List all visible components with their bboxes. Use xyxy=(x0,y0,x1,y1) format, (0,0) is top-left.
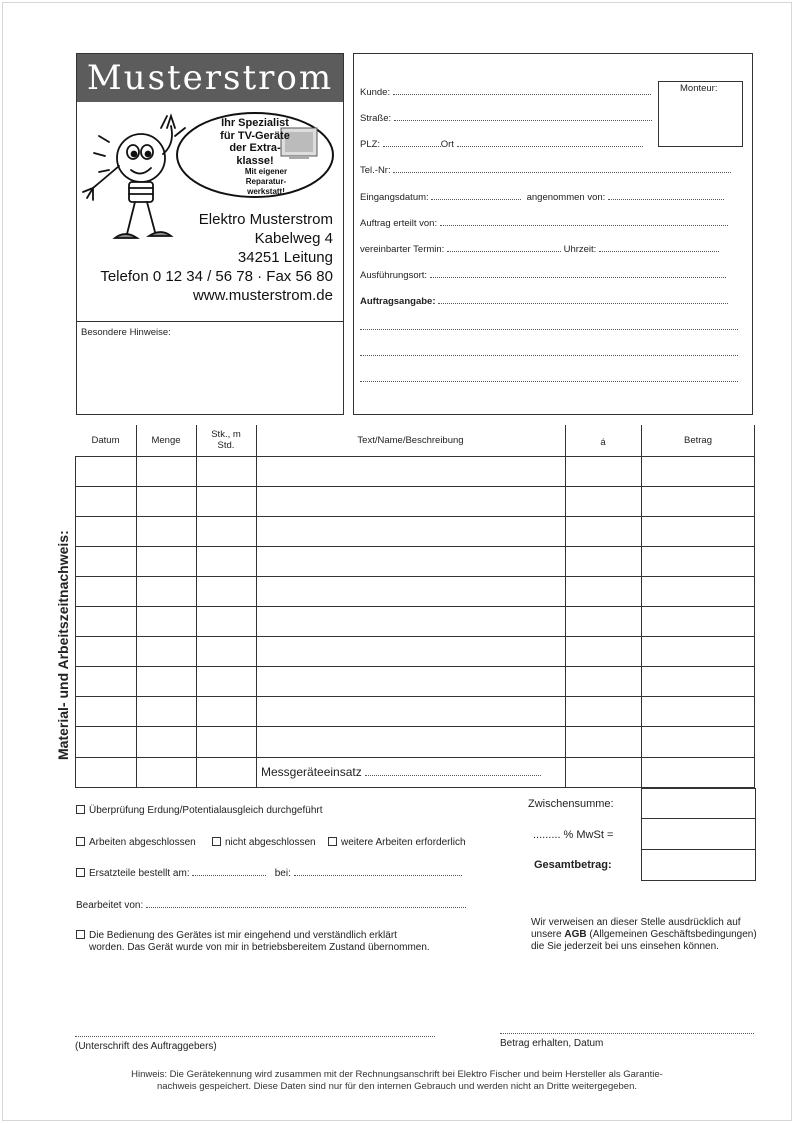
totals-row-line xyxy=(642,849,755,850)
tel-label: Tel.-Nr: xyxy=(360,165,391,176)
strasse-field[interactable] xyxy=(360,112,652,124)
brand-logo: Musterstrom xyxy=(77,54,343,102)
ersatzteile-label: Ersatzteile bestellt am: xyxy=(89,868,190,879)
company-city: 34251 Leitung xyxy=(237,249,333,266)
checkbox[interactable] xyxy=(76,930,85,939)
abgeschlossen-check[interactable] xyxy=(76,837,196,848)
customer-box xyxy=(353,53,753,415)
checkbox[interactable] xyxy=(76,868,85,877)
uhrzeit-label: Uhrzeit: xyxy=(563,244,597,255)
row-line xyxy=(75,576,755,577)
mwst-label: ......... % MwSt = xyxy=(533,829,614,841)
erteilt-field[interactable] xyxy=(360,217,728,229)
checkbox[interactable] xyxy=(328,837,337,846)
totals-row-line xyxy=(642,818,755,819)
bubble-line-1: Ihr Spezialist xyxy=(221,117,289,129)
erteilt-label: Auftrag erteilt von: xyxy=(360,218,438,229)
messgeraete-label: Messgeräteeinsatz xyxy=(261,765,362,779)
col-header-text: Text/Name/Beschreibung xyxy=(357,435,464,446)
row-line xyxy=(75,726,755,727)
erdung-label: Überprüfung Erdung/Potentialausgleich durchgeführt xyxy=(89,805,323,816)
bubble-text xyxy=(205,117,305,197)
ausfuehrung-label: Ausführungsort: xyxy=(360,270,428,281)
agb-line-2 xyxy=(531,929,757,941)
eingang-label: Eingangsdatum: xyxy=(360,192,429,203)
footer-note xyxy=(0,1069,794,1093)
auftragsangabe-label: Auftragsangabe: xyxy=(360,296,436,307)
agb-note xyxy=(531,917,757,953)
auftrag-line-3[interactable] xyxy=(360,373,738,385)
bubble-small-1: Mit eigener Reparatur- xyxy=(244,167,288,186)
col-header-preis: á xyxy=(600,437,606,448)
col-header-einheit: Stk., m Std. xyxy=(211,429,241,451)
bedienung-line-2: worden. Das Gerät wurde von mir in betriebsbereitem Zustand übernommen. xyxy=(89,942,430,953)
col-header-menge: Menge xyxy=(151,435,181,446)
agb-line-3: die Sie jederzeit bei uns einsehen können. xyxy=(531,941,719,952)
zwischensumme-label: Zwischensumme: xyxy=(528,798,614,810)
erdung-check[interactable] xyxy=(76,805,323,816)
termin-field[interactable] xyxy=(360,243,719,255)
weitere-arbeiten-label: weitere Arbeiten erforderlich xyxy=(341,837,466,848)
bearbeitet-label: Bearbeitet von: xyxy=(76,900,144,911)
auftrag-line-2[interactable] xyxy=(360,347,738,359)
bubble-line-4: klasse! xyxy=(236,154,274,167)
row-line xyxy=(75,757,755,758)
termin-label: vereinbarter Termin: xyxy=(360,244,445,255)
monteur-label: Monteur: xyxy=(680,83,718,94)
row-line xyxy=(75,636,755,637)
auftragsangabe-field[interactable] xyxy=(360,295,728,307)
bearbeitet-field[interactable] xyxy=(76,899,466,911)
bedienung-check[interactable] xyxy=(76,930,430,954)
col-header-datum: Datum xyxy=(91,435,120,446)
angenommen-label: angenommen von: xyxy=(526,192,606,203)
received-signature-line[interactable] xyxy=(500,1033,754,1034)
checkbox[interactable] xyxy=(76,837,85,846)
nicht-abgeschlossen-label: nicht abgeschlossen xyxy=(225,837,316,848)
row-line xyxy=(75,456,755,457)
eingang-field[interactable] xyxy=(360,191,724,203)
client-signature-label: (Unterschrift des Auftraggebers) xyxy=(75,1041,217,1052)
material-table xyxy=(75,425,755,788)
ausfuehrung-field[interactable] xyxy=(360,269,726,281)
ort-label: Ort xyxy=(440,139,454,150)
totals-box xyxy=(641,788,756,881)
col-header-betrag: Betrag xyxy=(684,435,712,446)
company-web: www.musterstrom.de xyxy=(192,287,333,304)
company-street: Kabelweg 4 xyxy=(254,230,333,247)
agb-bold: AGB xyxy=(564,929,587,940)
checkbox[interactable] xyxy=(212,837,221,846)
agb-line-2-post: (Allgemeinen Geschäftsbedingungen) xyxy=(586,929,757,940)
abgeschlossen-label: Arbeiten abgeschlossen xyxy=(89,837,196,848)
row-line xyxy=(75,696,755,697)
bubble-line-2: für TV-Geräte xyxy=(220,129,290,142)
client-signature-line[interactable] xyxy=(75,1036,435,1037)
bubble-line-3: der Extra- xyxy=(229,142,281,154)
kunde-label: Kunde: xyxy=(360,87,391,98)
ersatzteile-check[interactable] xyxy=(76,867,462,879)
strasse-label: Straße: xyxy=(360,113,392,124)
company-phone: Telefon 0 12 34 / 56 78 · Fax 56 80 xyxy=(100,268,333,285)
received-signature-label: Betrag erhalten, Datum xyxy=(500,1038,604,1049)
notes-label: Besondere Hinweise: xyxy=(81,327,171,338)
footer-line-1: Hinweis: Die Gerätekennung wird zusammen mit der Rechnungsanschrift bei Elektro Fischer und beim Hersteller als Garantie- xyxy=(131,1069,663,1080)
tel-field[interactable] xyxy=(360,164,731,176)
row-line xyxy=(75,546,755,547)
nicht-abgeschlossen-check[interactable] xyxy=(212,837,316,848)
bubble-small-2: werkstatt! xyxy=(247,187,285,196)
table-left-border xyxy=(75,456,76,787)
agb-line-2-pre: unsere xyxy=(531,929,565,940)
footer-line-2: nachweis gespeichert. Diese Daten sind nur für den internen Gebrauch und werden nicht an Dritte weitergegeben. xyxy=(156,1081,638,1092)
kunde-field[interactable] xyxy=(360,86,651,98)
notes-divider xyxy=(77,321,343,322)
plz-label: PLZ: xyxy=(360,139,381,150)
messgeraete-field[interactable] xyxy=(261,765,541,779)
row-line xyxy=(75,486,755,487)
agb-line-1: Wir verweisen an dieser Stelle ausdrücklich auf xyxy=(531,917,741,928)
bedienung-line-1: Die Bedienung des Gerätes ist mir eingehend und verständlich erklärt xyxy=(89,930,397,941)
row-line xyxy=(75,606,755,607)
row-line xyxy=(75,666,755,667)
company-name: Elektro Musterstrom xyxy=(198,211,333,228)
weitere-arbeiten-check[interactable] xyxy=(328,837,466,848)
bei-label: bei: xyxy=(274,868,291,879)
plz-field[interactable] xyxy=(360,138,643,150)
auftrag-line-1[interactable] xyxy=(360,321,738,333)
gesamtbetrag-label: Gesamtbetrag: xyxy=(534,859,612,871)
row-line xyxy=(75,516,755,517)
checkbox[interactable] xyxy=(76,805,85,814)
company-box xyxy=(76,53,344,415)
